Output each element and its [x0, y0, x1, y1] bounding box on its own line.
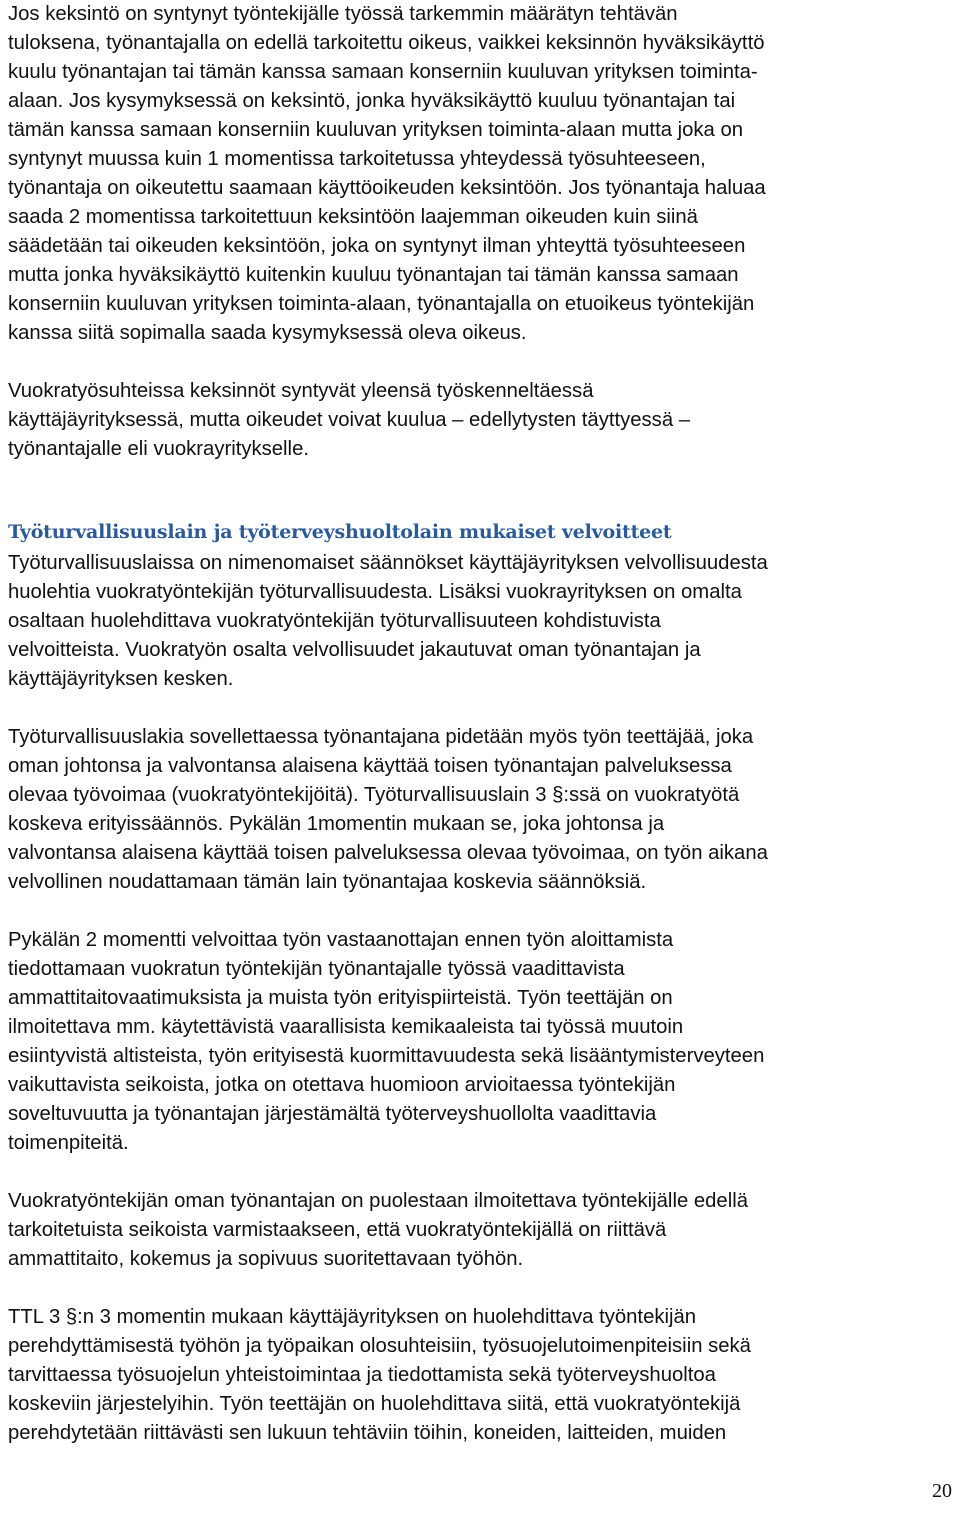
- paragraph-temp-work-inventions: Vuokratyösuhteissa keksinnöt syntyvät yleensä työskenneltäessä käyttäjäyrityksessä, mutta oikeudet voivat kuulua – edellytysten täyttyessä – työnantajalle eli vuokrayritykselle.: [8, 380, 691, 460]
- paragraph-notification-duty: Pykälän 2 momentti velvoittaa työn vastaanottajan ennen työn aloittamista tiedottamaan vuokratun työntekijän työnantajalle työssä vaadittavista ammattitaitovaatimuksista ja muista työn erityispiirteistä. Työn teettäjän on ilmoitettava mm. käytettävistä vaarallisista kemikaaleista tai työssä muutoin esiintyvistä altisteista, työn erityisestä kuormittavuudesta sekä lisääntymisterveyteen vaikuttavista seikoista, jotka on otettava huomioon arvioitaessa työntekijän soveltuvuutta ja työnantajan järjestämältä työterveyshuollolta vaadittavia toimenpiteitä.: [8, 929, 765, 1154]
- document-page: [8, 0, 956, 1448]
- paragraph-invention-rights: Jos keksintö on syntynyt työntekijälle työssä tarkemmin määrätyn tehtävän tuloksena, työnantajalla on edellä tarkoitettu oikeus, vaikkei keksinnön hyväksikäyttö kuulu työnantajan tai tämän kanssa samaan konserniin kuuluvan yrityksen toiminta- alaan. Jos kysymyksessä on keksintö, jonka hyväksikäyttö kuuluu työnantajan tai tämän kanssa samaan konserniin kuuluvan yrityksen toiminta-alaan mutta joka on syntynyt muussa kuin 1 momentissa tarkoitetussa yhteydessä työsuhteeseen, työnantaja on oikeutettu saamaan käyttöoikeuden keksintöön. Jos työnantaja haluaa saada 2 momentissa tarkoitettuun keksintöön laajemman oikeuden kuin siinä säädetään tai oikeuden keksintöön, joka on syntynyt ilman yhteyttä työsuhteeseen mutta jonka hyväksikäyttö kuitenkin kuuluu työnantajan tai tämän kanssa samaan konserniin kuuluvan yrityksen toiminta-alaan, työnantajalla on etuoikeus työntekijän kanssa siitä sopimalla saada kysymyksessä oleva oikeus.: [8, 3, 766, 344]
- paragraph-orientation-duty: TTL 3 §:n 3 momentin mukaan käyttäjäyrityksen on huolehdittava työntekijän perehdyttämisestä työhön ja työpaikan olosuhteisiin, työsuojelutoimenpiteisiin sekä tarvittaessa työsuojelun yhteistoimintaa ja tiedottamista sekä työterveyshuoltoa koskeviin järjestelyihin. Työn teettäjän on huolehdittava siitä, että vuokratyöntekijä perehdytetään riittävästi sen lukuun tehtäviin töihin, koneiden, laitteiden, muiden: [8, 1306, 751, 1444]
- paragraph-employer-definition: Työturvallisuuslakia sovellettaessa työnantajana pidetään myös työn teettäjää, joka oman johtonsa ja valvontansa alaisena käyttää toisen työnantajan palveluksessa olevaa työvoimaa (vuokratyöntekijöitä). Työturvallisuuslain 3 §:ssä on vuokratyötä koskeva erityissäännös. Pykälän 1momentin mukaan se, joka johtonsa ja valvontansa alaisena käyttää toisen palveluksessa olevaa työvoimaa, on työn aikana velvollinen noudattamaan tämän lain työnantajaa koskevia säännöksiä.: [8, 726, 768, 893]
- section-heading: Työturvallisuuslain ja työterveyshuoltolain mukaiset velvoitteet: [8, 521, 672, 543]
- paragraph-own-employer-duty: Vuokratyöntekijän oman työnantajan on puolestaan ilmoitettava työntekijälle edellä tarkoitetuista seikoista varmistaakseen, että vuokratyöntekijällä on riittävä ammattitaito, kokemus ja sopivuus suoritettavaan työhön.: [8, 1190, 748, 1270]
- page-number: 20: [932, 1480, 952, 1502]
- paragraph-safety-obligations: Työturvallisuuslaissa on nimenomaiset säännökset käyttäjäyrityksen velvollisuudesta huolehtia vuokratyöntekijän työturvallisuudesta. Lisäksi vuokrayrityksen on omalta osaltaan huolehdittava vuokratyöntekijän työturvallisuuteen kohdistuvista velvoitteista. Vuokratyön osalta velvollisuudet jakautuvat oman työnantajan ja käyttäjäyrityksen kesken.: [8, 552, 768, 690]
